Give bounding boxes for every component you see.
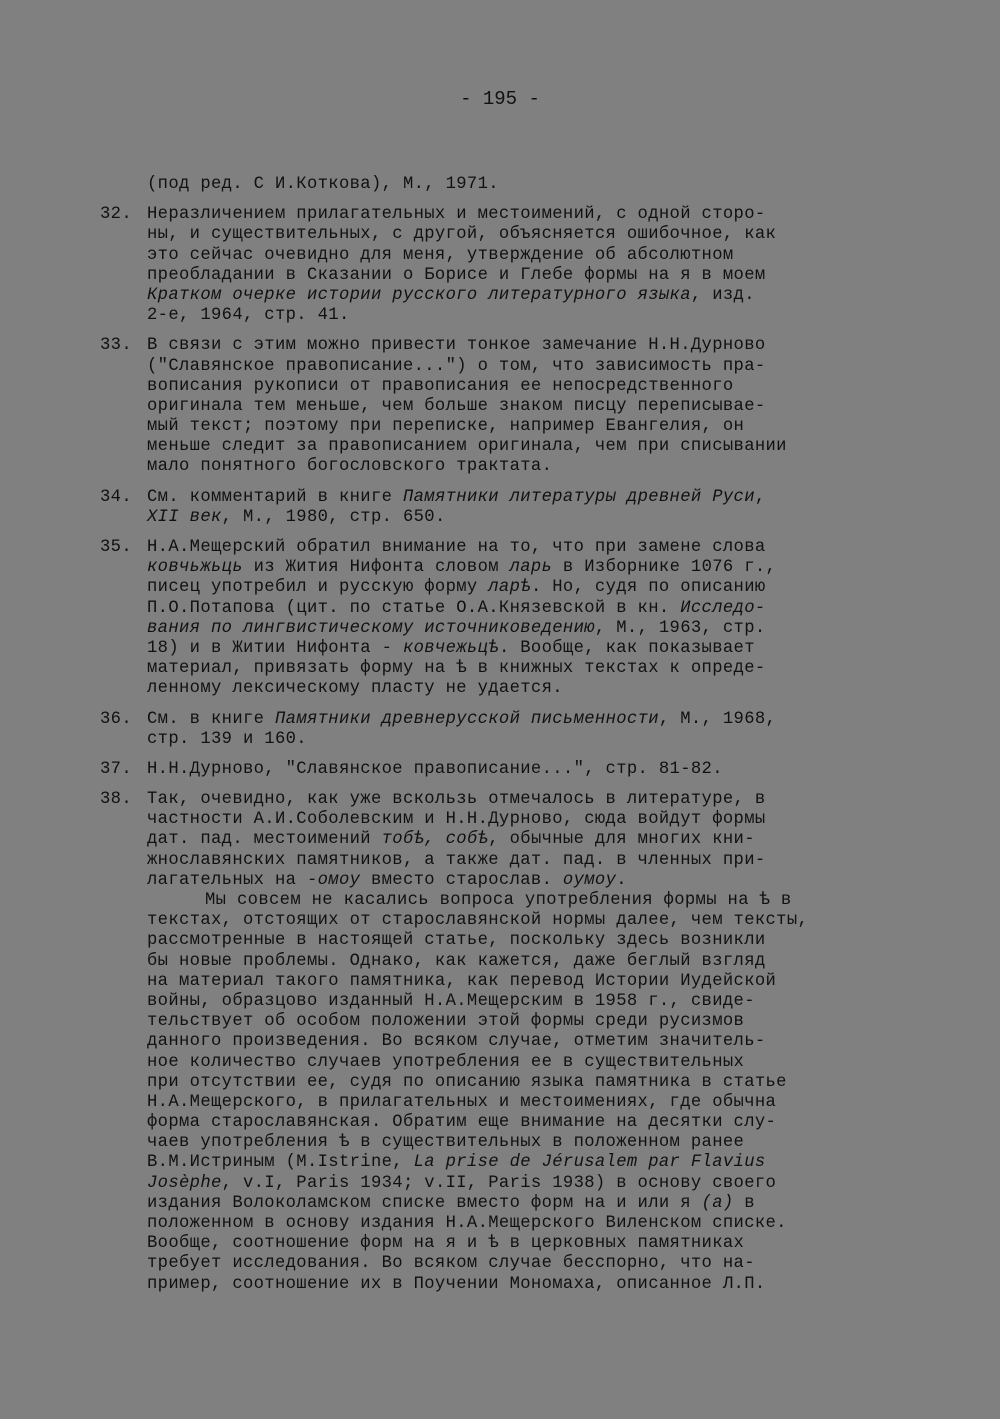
footnote-line: лагательных на -омоу вместо старослав. оумоу.	[147, 870, 627, 890]
footnote-line: ("Славянское правописание...") о том, что зависимость пра-	[147, 356, 766, 376]
footnote-line: 33. В связи с этим можно привести тонкое замечание Н.Н.Дурново	[100, 336, 766, 356]
footnote-line: оригинала тем меньше, чем больше знаком писцу переписывае-	[147, 396, 766, 416]
paragraph-line: Вообще, соотношение форм на я и ѣ в церковных памятниках	[147, 1234, 745, 1254]
footnote-line: писец употребил и русскую форму ларѣ. Но, судя по описанию	[147, 578, 766, 598]
paragraph-line: на материал такого памятника, как перевод Истории Иудейской	[147, 971, 777, 991]
footnote-line: преобладании в Сказании о Борисе и Глебе формы на я в моем	[147, 265, 766, 285]
footnote-number: 33.	[100, 336, 132, 356]
footnote-number: 36.	[100, 709, 132, 729]
footnote	[100, 336, 900, 477]
paragraph-line: ное количество случаев употребления ее в существительных	[147, 1052, 745, 1072]
paragraph-line: при отсутствии ее, судя по описанию языка памятника в статье	[147, 1072, 787, 1092]
final-paragraph	[100, 891, 900, 1295]
footnote-line: дат. пад. местоимений тобѣ, собѣ, обычные для многих кни-	[147, 830, 755, 850]
paragraph-line: издания Волоколамском списке вместо форм на и или я (а) в	[147, 1193, 755, 1213]
footnote-line: Кратком очерке истории русского литературного языка, изд.	[147, 285, 755, 305]
footnote-number: 34.	[100, 487, 132, 507]
footnote-line: ленному лексическому пласту не удается.	[147, 679, 563, 699]
footnote-line: мало понятного богословского трактата.	[147, 457, 553, 477]
footnote-line: мый текст; поэтому при переписке, например Евангелия, он	[147, 417, 745, 437]
footnote-line: стр. 139 и 160.	[147, 729, 307, 749]
footnote-number: 32.	[100, 205, 132, 225]
footnote-line: 18) и в Житии Нифонта - ковчежьцѣ. Вообще, как показывает	[147, 638, 755, 658]
note-continuation: (под ред. С И.Коткова), М., 1971.	[147, 175, 499, 194]
paragraph-line: пример, соотношение их в Поучении Мономаха, описанное Л.П.	[147, 1274, 766, 1294]
footnote-line: это сейчас очевидно для меня, утверждение об абсолютном	[147, 245, 734, 265]
footnote-line: 36. См. в книге Памятники древнерусской письменности, М., 1968,	[100, 709, 777, 729]
footnote	[100, 790, 900, 891]
notes-list	[100, 205, 900, 891]
paragraph-line: Н.А.Мещерского, в прилагательных и местоимениях, где обычна	[147, 1092, 777, 1112]
footnote-line: 32. Неразличением прилагательных и местоимений, с одной сторо-	[100, 205, 766, 225]
footnote-line: меньше следит за правописанием оригинала, чем при списывании	[147, 437, 787, 457]
paragraph-line: Мы совсем не касались вопроса употребления формы на ѣ в	[205, 891, 792, 910]
footnote-line: 34. См. комментарий в книге Памятники литературы древней Руси,	[100, 487, 766, 507]
paragraph-line: текстах, отстоящих от старославянской нормы далее, чем тексты,	[147, 911, 809, 931]
paragraph-line: Josèphe, v.I, Paris 1934; v.II, Paris 1938) в основу своего	[147, 1173, 777, 1193]
paragraph-line: требует исследования. Во всяком случае бесспорно, что на-	[147, 1254, 755, 1274]
footnote	[100, 760, 900, 780]
paragraph-line: рассмотренные в настоящей статье, поскольку здесь возникли	[147, 931, 766, 951]
paragraph-line: бы новые проблемы. Однако, как кажется, даже беглый взгляд	[147, 951, 766, 971]
paragraph-line: войны, образцово изданный Н.А.Мещерским в 1958 г., свиде-	[147, 991, 755, 1011]
footnote-number: 35.	[100, 538, 132, 557]
footnote-line: частности А.И.Соболевским и Н.Н.Дурново, сюда войдут формы	[147, 810, 766, 830]
footnote-line: 37. Н.Н.Дурново, "Славянское правописание...", стр. 81-82.	[100, 759, 723, 779]
footnote	[100, 205, 900, 326]
footnote	[100, 488, 900, 528]
paragraph-line: положенном в основу издания Н.А.Мещерского Виленском списке.	[147, 1214, 787, 1233]
paragraph-line: форма старославянская. Обратим еще внимание на десятки слу-	[147, 1113, 777, 1133]
footnote-line: ковчьжьць из Жития Нифонта словом ларь в Изборнике 1076 г.,	[147, 558, 777, 578]
footnote-number: 37.	[100, 759, 132, 779]
notes-body	[100, 175, 900, 1295]
footnote-line: 38. Так, очевидно, как уже вскользь отмечалось в литературе, в	[100, 790, 766, 810]
footnote-line: ны, и существительных, с другой, объясняется ошибочное, как	[147, 225, 777, 245]
footnote-line: материал, привязать форму на ѣ в книжных текстах к опреде-	[147, 659, 766, 679]
footnote-line: вописания рукописи от правописания ее непосредственного	[147, 376, 734, 396]
footnote-line: вания по лингвистическому источниковедению, М., 1963, стр.	[147, 618, 766, 638]
paragraph-line: данного произведения. Во всяком случае, отметим значитель-	[147, 1032, 766, 1052]
paragraph-line: чаев употребления ѣ в существительных в положенном ранее	[147, 1133, 745, 1153]
footnote-line: XII век, М., 1980, стр. 650.	[147, 507, 446, 527]
paragraph-line: тельствует об особом положении этой формы среди русизмов	[147, 1012, 745, 1032]
footnote-line: П.О.Потапова (цит. по статье О.А.Князевской в кн. Исследо-	[147, 598, 766, 618]
footnote-line: 35. Н.А.Мещерский обратил внимание на то, что при замене слова	[100, 538, 766, 557]
footnote	[100, 710, 900, 750]
paragraph-line: В.М.Истриным (M.Istrine, La prise de Jérusalem par Flavius	[147, 1153, 766, 1173]
footnote-line: жнославянских памятников, а также дат. пад. в членных при-	[147, 850, 766, 870]
footnote-number: 38.	[100, 790, 132, 810]
footnote-line: 2-е, 1964, стр. 41.	[147, 306, 350, 326]
page-number: - 195 -	[460, 88, 540, 110]
footnote	[100, 538, 900, 700]
